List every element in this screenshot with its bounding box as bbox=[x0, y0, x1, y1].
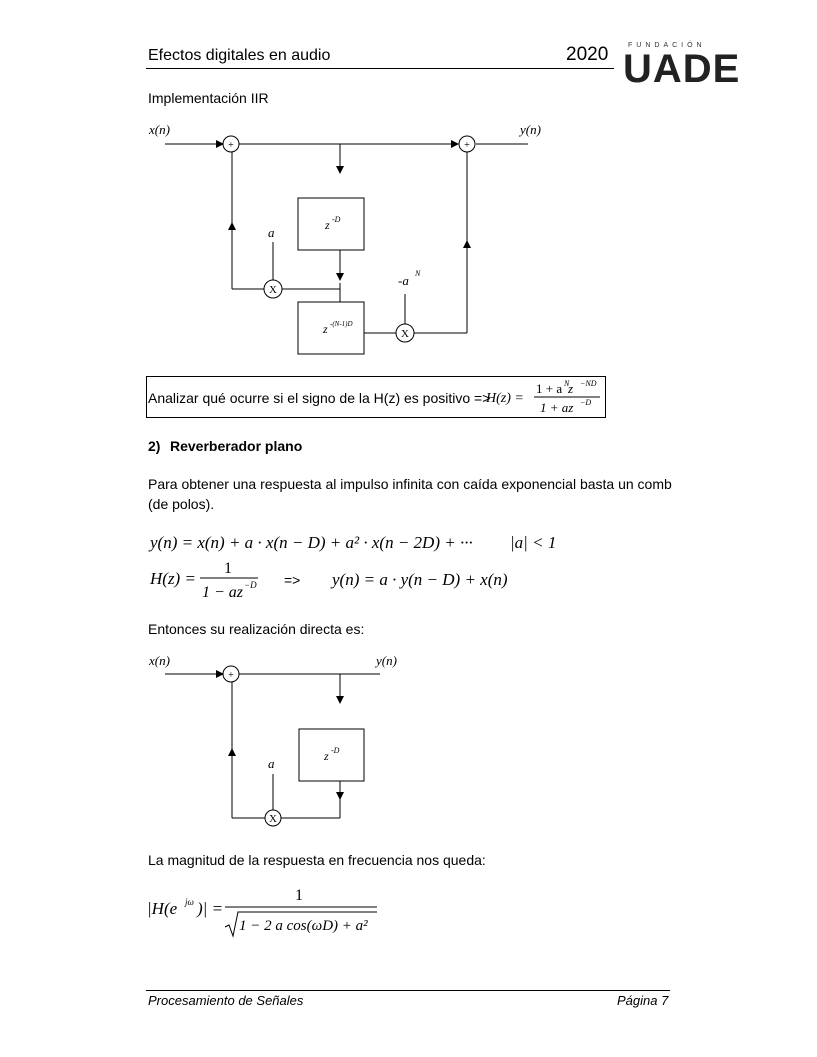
svg-text:)| =: )| = bbox=[197, 899, 224, 918]
adder1-symbol: + bbox=[228, 140, 234, 151]
multiplier2-symbol: X bbox=[401, 328, 409, 340]
comb-delay-exponent: -D bbox=[331, 746, 340, 755]
svg-text:|H(e: |H(e bbox=[147, 899, 178, 918]
analysis-note-formula bbox=[484, 378, 602, 416]
svg-text:z: z bbox=[568, 381, 574, 396]
svg-text:1 + az: 1 + az bbox=[540, 400, 574, 415]
gain-aN-label: -a bbox=[398, 273, 409, 288]
comb-gain-a-label: a bbox=[268, 756, 275, 771]
reverb-paragraph: Para obtener una respuesta al impulso infinita con caída exponencial basta un comb (de polos). bbox=[148, 476, 672, 512]
implies-arrow: => bbox=[284, 572, 301, 588]
delay1-exponent: -D bbox=[332, 215, 341, 224]
comb-delay-label: z bbox=[324, 749, 329, 763]
svg-text:1: 1 bbox=[295, 887, 303, 904]
equation-condition: |a| < 1 bbox=[510, 533, 557, 552]
svg-text:−D: −D bbox=[580, 398, 592, 407]
equation-magnitude bbox=[145, 882, 385, 942]
comb-output-label: y(n) bbox=[376, 653, 397, 668]
logo-subtitle: FUNDACIÓN bbox=[628, 42, 706, 49]
realization-text: Entonces su realización directa es: bbox=[148, 621, 365, 637]
analysis-note-text: Analizar qué ocurre si el signo de la H(z) es positivo => bbox=[148, 390, 491, 406]
comb-input-label: x(n) bbox=[149, 653, 170, 668]
gain-aN-exponent: N bbox=[415, 269, 421, 278]
svg-text:1: 1 bbox=[224, 560, 232, 577]
svg-text:1 − 2 a cos(ωD) + a²: 1 − 2 a cos(ωD) + a² bbox=[239, 918, 368, 934]
delay2-label: z bbox=[323, 322, 328, 336]
iir-block-diagram bbox=[140, 118, 570, 368]
svg-text:H(z) =: H(z) = bbox=[486, 391, 524, 406]
svg-text:−D: −D bbox=[244, 580, 257, 590]
header-title: Efectos digitales en audio bbox=[148, 47, 331, 64]
header-rule bbox=[146, 68, 614, 69]
comb-block-diagram bbox=[140, 650, 420, 830]
comb-multiplier-symbol: X bbox=[269, 813, 277, 825]
header-year: 2020 bbox=[566, 44, 609, 65]
footer-rule bbox=[146, 990, 670, 991]
input-label: x(n) bbox=[149, 122, 170, 137]
svg-text:N: N bbox=[564, 379, 570, 388]
magnitude-text: La magnitud de la respuesta en frecuencia nos queda: bbox=[148, 852, 486, 868]
svg-text:jω: jω bbox=[185, 897, 194, 907]
footer-course: Procesamiento de Señales bbox=[148, 993, 304, 1008]
equation-impulse-response: y(n) = x(n) + a · x(n − D) + a² · x(n − 2D) + ··· bbox=[150, 533, 473, 552]
gain-a-label: a bbox=[268, 225, 275, 240]
equation-transfer-function bbox=[148, 556, 268, 602]
svg-text:1 + a: 1 + a bbox=[536, 381, 563, 396]
svg-text:1 − az: 1 − az bbox=[202, 584, 244, 601]
multiplier1-symbol: X bbox=[269, 284, 277, 296]
svg-text:H(z) =: H(z) = bbox=[150, 569, 196, 588]
section-title-iir: Implementación IIR bbox=[148, 90, 269, 106]
adder2-symbol: + bbox=[464, 140, 470, 151]
delay1-label: z bbox=[325, 218, 330, 232]
footer-page-number: Página 7 bbox=[617, 993, 669, 1008]
delay2-exponent: -(N-1)D bbox=[330, 320, 353, 328]
section-number-reverb: 2) bbox=[148, 438, 161, 454]
output-label: y(n) bbox=[520, 122, 541, 137]
logo: UADE bbox=[623, 47, 741, 91]
comb-adder-symbol: + bbox=[228, 670, 234, 681]
svg-text:−ND: −ND bbox=[580, 379, 597, 388]
equation-difference: y(n) = a · y(n − D) + x(n) bbox=[332, 570, 508, 589]
section-title-reverb: Reverberador plano bbox=[170, 438, 303, 454]
